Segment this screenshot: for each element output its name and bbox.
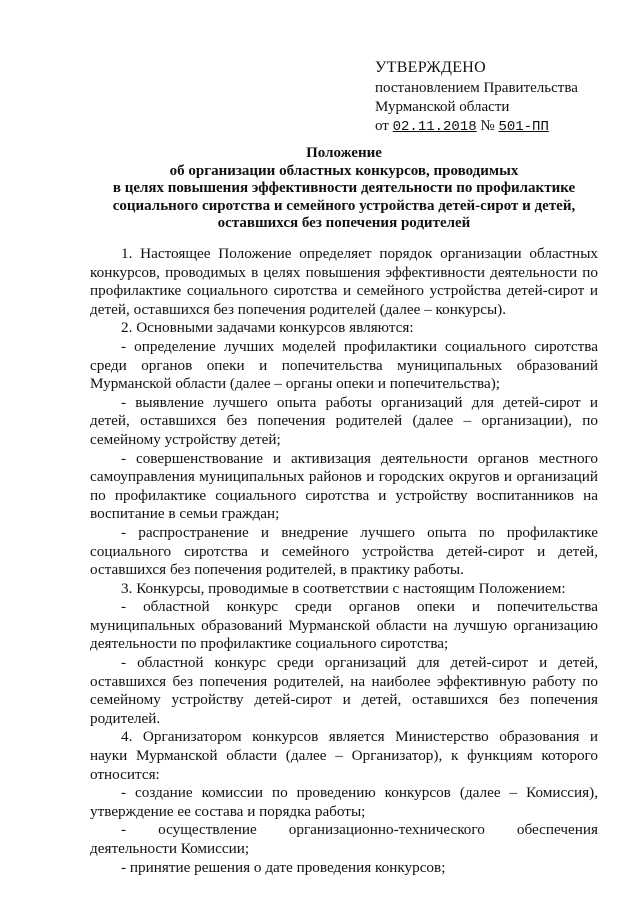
paragraph-2: 2. Основными задачами конкурсов являются: — [121, 319, 414, 337]
paragraph-4-item-3: - принятие решения о дате проведения конкурсов; — [121, 858, 446, 876]
title-line-3: в целях повышения эффективности деятельности по профилактике — [112, 180, 576, 197]
title-line-1: Положение — [306, 145, 382, 161]
approval-from: от — [375, 118, 389, 134]
document-body — [90, 245, 598, 877]
title-line-4: социального сиротства и семейного устройства детей-сирот и детей, — [112, 197, 576, 214]
paragraph-4-item-2: - осуществление организационно-технического обеспечения деятельности Комиссии; — [90, 821, 598, 857]
paragraph-2-item-4: - распространение и внедрение лучшего опыта по профилактике социального сиротства и семейного устройства детей-сирот и детей, оставшихся без попечения родителей, в практику работы. — [90, 523, 598, 579]
paragraph-3-item-2: - областной конкурс среди организаций для детей-сирот и детей, оставшихся без попечения родителей, на наиболее эффективную работу по семейному устройству детей-сирот и детей, оставшихся без попечения родителей. — [90, 654, 598, 727]
approval-number-sign: № — [480, 118, 495, 134]
paragraph-4-item-1: - создание комиссии по проведению конкурсов (далее – Комиссия), утверждение ее состава и порядка работы; — [90, 784, 598, 820]
paragraph-2-item-2: - выявление лучшего опыта работы организаций для детей-сирот и детей, оставшихся без попечения родителей (далее – организации), по семейному устройству детей; — [90, 393, 598, 448]
paragraph-3-item-1: - областной конкурс среди органов опеки и попечительства муниципальных образований Мурманской области на лучшую организацию деятельности по профилактике социального сиротства; — [90, 598, 598, 653]
approval-heading: УТВЕРЖДЕНО — [375, 59, 487, 76]
title-line-5: оставшихся без попечения родителей — [217, 215, 471, 232]
paragraph-2-item-3: - совершенствование и активизация деятельности органов местного самоуправления муниципальных районов и городских округов и организаций по профилактике социального сиротства и устройству воспитанников на воспитание в семьи граждан; — [90, 449, 598, 523]
paragraph-1: 1. Настоящее Положение определяет порядок организации областных конкурсов, проводимых в целях повышения эффективности деятельности по профилактике социального сиротства и семейного устройства детей-сирот и детей, оставшихся без попечения родителей (далее – конкурсы). — [90, 245, 598, 318]
paragraph-3: 3. Конкурсы, проводимые в соответствии с настоящим Положением: — [121, 579, 566, 597]
title-line-2: об организации областных конкурсов, проводимых — [169, 162, 519, 179]
approval-line-2: Мурманской области — [375, 99, 510, 115]
approval-line-1: постановлением Правительства — [375, 80, 578, 96]
paragraph-2-item-1: - определение лучших моделей профилактики социального сиротства среди органов опеки и попечительства муниципальных образований Мурманской области (далее – органы опеки и попечительства); — [90, 337, 598, 393]
paragraph-4: 4. Организатором конкурсов является Министерство образования и науки Мурманской области (далее – Организатор), к функциям которого относится: — [90, 728, 598, 783]
approval-date: 02.11.2018 — [392, 119, 477, 135]
document-title — [88, 145, 600, 233]
approval-block — [375, 58, 615, 137]
approval-number: 501-ПП — [498, 119, 549, 135]
approval-date-line — [375, 117, 615, 137]
